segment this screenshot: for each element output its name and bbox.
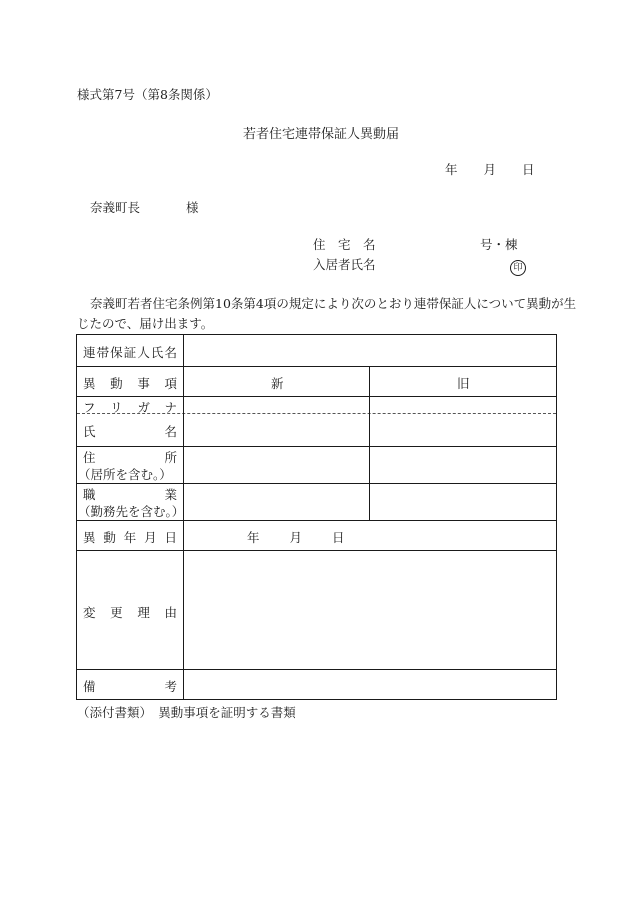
occupation-label: [83, 485, 177, 503]
label-char: 事: [137, 376, 150, 391]
address-label: [83, 448, 177, 466]
label-char: ガ: [137, 400, 150, 415]
date-month: 月: [483, 162, 497, 177]
row-divider: [77, 520, 556, 521]
old-name-field[interactable]: [371, 415, 555, 444]
label-char: フ: [83, 400, 96, 415]
form-title: 若者住宅連帯保証人異動届: [243, 127, 400, 142]
label-char: 考: [164, 679, 177, 694]
label-char: 動: [110, 376, 123, 391]
new-occupation-field[interactable]: [185, 485, 367, 518]
old-occupation-field[interactable]: [371, 485, 555, 518]
label-char: 連: [83, 345, 96, 360]
label-char: ナ: [164, 400, 177, 415]
guarantor-name-label: [83, 343, 177, 361]
label-char: 備: [83, 679, 96, 694]
seal-mark: [510, 255, 526, 276]
label-char: 日: [164, 530, 177, 545]
row-divider: [77, 396, 556, 397]
occupation-note: （勤務先を含む。）: [78, 504, 185, 519]
label-char: 由: [164, 605, 177, 620]
old-column-header: 旧: [457, 376, 470, 391]
change-date-day: 日: [332, 530, 345, 545]
row-divider: [77, 669, 556, 670]
date-line: [445, 160, 535, 178]
change-date-label: [83, 528, 177, 546]
label-char: 動: [103, 530, 116, 545]
guarantor-name-field[interactable]: [185, 337, 555, 364]
new-column-header: 新: [271, 376, 284, 391]
change-item-label: [83, 374, 177, 392]
label-char: 名: [164, 424, 177, 439]
date-year: 年: [445, 162, 458, 177]
body-text-line1: 奈義町若者住宅条例第10条第4項の規定により次のとおり連帯保証人について異動が生: [90, 296, 577, 311]
attachment-note: （添付書類） 異動事項を証明する書類: [77, 705, 296, 720]
label-char: 異: [83, 530, 96, 545]
new-name-field[interactable]: [185, 415, 367, 444]
form-number: 様式第7号（第8条関係）: [77, 87, 218, 102]
change-date-month: 月: [289, 530, 303, 545]
date-day: 日: [522, 162, 535, 177]
old-address-field[interactable]: [371, 448, 555, 481]
old-furigana-field[interactable]: [371, 398, 555, 412]
name-label: [83, 422, 177, 440]
resident-name-label: 入居者氏名: [313, 257, 376, 272]
label-char: 業: [164, 487, 177, 502]
label-char: 年: [123, 530, 137, 545]
housing-name-label: 住 宅 名: [313, 237, 376, 252]
new-furigana-field[interactable]: [185, 398, 367, 412]
change-date-value[interactable]: [247, 528, 345, 546]
row-divider: [77, 550, 556, 551]
label-char: 人: [137, 345, 150, 360]
label-char: 更: [110, 605, 123, 620]
label-char: 証: [123, 345, 137, 360]
addressee: [90, 198, 199, 216]
label-char: 保: [110, 345, 123, 360]
row-divider: [77, 446, 556, 447]
label-char: 氏: [83, 424, 96, 439]
label-char: 月: [144, 530, 157, 545]
change-date-year: 年: [247, 530, 260, 545]
label-char: 帯: [96, 345, 110, 360]
row-divider: [77, 366, 556, 367]
label-char: 項: [164, 376, 177, 391]
label-char: 変: [83, 605, 96, 620]
label-char: 理: [137, 605, 150, 620]
seal-icon: 印: [510, 260, 526, 276]
furigana-label: [83, 398, 177, 416]
label-char: 所: [164, 450, 177, 465]
label-char: 名: [164, 345, 177, 360]
body-text-line2: じたので、届け出ます。: [77, 316, 214, 331]
label-char: 氏: [150, 345, 164, 360]
new-old-divider: [369, 366, 370, 520]
label-char: 異: [83, 376, 96, 391]
reason-label: [83, 603, 177, 621]
address-note: （居所を含む。）: [78, 467, 172, 482]
new-address-field[interactable]: [185, 448, 367, 481]
label-char: 住: [83, 450, 96, 465]
change-notice-table: [76, 334, 557, 700]
remarks-field[interactable]: [185, 671, 555, 697]
remarks-label: [83, 677, 177, 695]
addressee-honorific: 様: [186, 200, 199, 215]
label-char: リ: [110, 400, 123, 415]
reason-field[interactable]: [185, 552, 555, 667]
label-char: 職: [83, 487, 96, 502]
row-divider: [77, 483, 556, 484]
unit-label: 号・棟: [480, 237, 518, 252]
addressee-name: 奈義町長: [90, 200, 141, 215]
